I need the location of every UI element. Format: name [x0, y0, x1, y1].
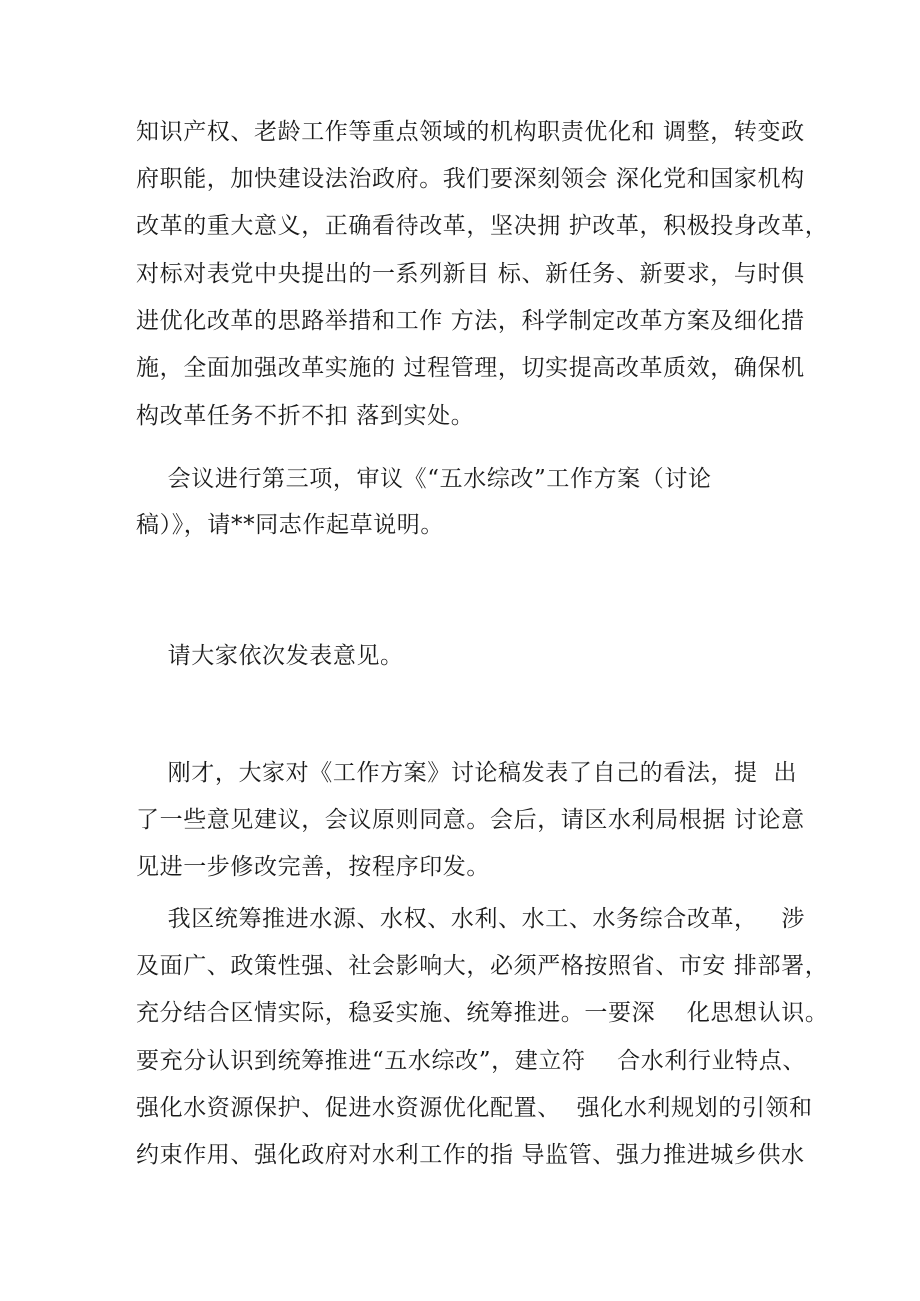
text-line: 充分结合区情实际，稳妥实施、统筹推进。一要深 化思想认识。	[136, 1000, 829, 1026]
text-line: 对标对表党中央提出的一系列新目 标、新任务、新要求，与时俱	[136, 261, 805, 287]
text-line: 见进一步修改完善，按程序印发。	[136, 854, 490, 880]
text-line: 要充分认识到统筹推进“五水综改”，建立符 合水利行业特点、	[136, 1048, 806, 1074]
text-line: 改革的重大意义，正确看待改革，坚决拥 护改革，积极投身改革，	[136, 213, 829, 239]
text-line: 会议进行第三项，审议《“五水综改”工作方案（讨论	[136, 466, 712, 492]
text-line: 刚才，大家对《工作方案》讨论稿发表了自己的看法，提 出	[136, 760, 798, 786]
text-line: 进优化改革的思路举措和工作 方法，科学制定改革方案及细化措	[136, 308, 805, 334]
text-line: 约束作用、强化政府对水利工作的指 导监管、强力推进城乡供水	[136, 1142, 805, 1168]
text-line: 了一些意见建议，会议原则同意。会后，请区水利局根据 讨论意	[136, 807, 805, 833]
text-line: 施，全面加强改革实施的 过程管理，切实提高改革质效，确保机	[136, 355, 805, 381]
text-line: 稿）》，请**同志作起草说明。	[136, 512, 444, 538]
text-line: 知识产权、老龄工作等重点领域的机构职责优化和 调整，转变政	[136, 119, 805, 145]
text-line: 构改革任务不折不扣 落到实处。	[136, 403, 475, 429]
text-line: 我区统筹推进水源、水权、水利、水工、水务综合改革， 涉	[136, 906, 805, 932]
text-line: 及面广、政策性强、社会影响大，必须严格按照省、市安 排部署，	[136, 953, 829, 979]
text-line: 府职能，加快建设法治政府。我们要深刻领会 深化党和国家机构	[136, 166, 805, 192]
text-line: 请大家依次发表意见。	[136, 643, 404, 669]
text-line: 强化水资源保护、促进水资源优化配置、 强化水利规划的引领和	[136, 1095, 813, 1121]
